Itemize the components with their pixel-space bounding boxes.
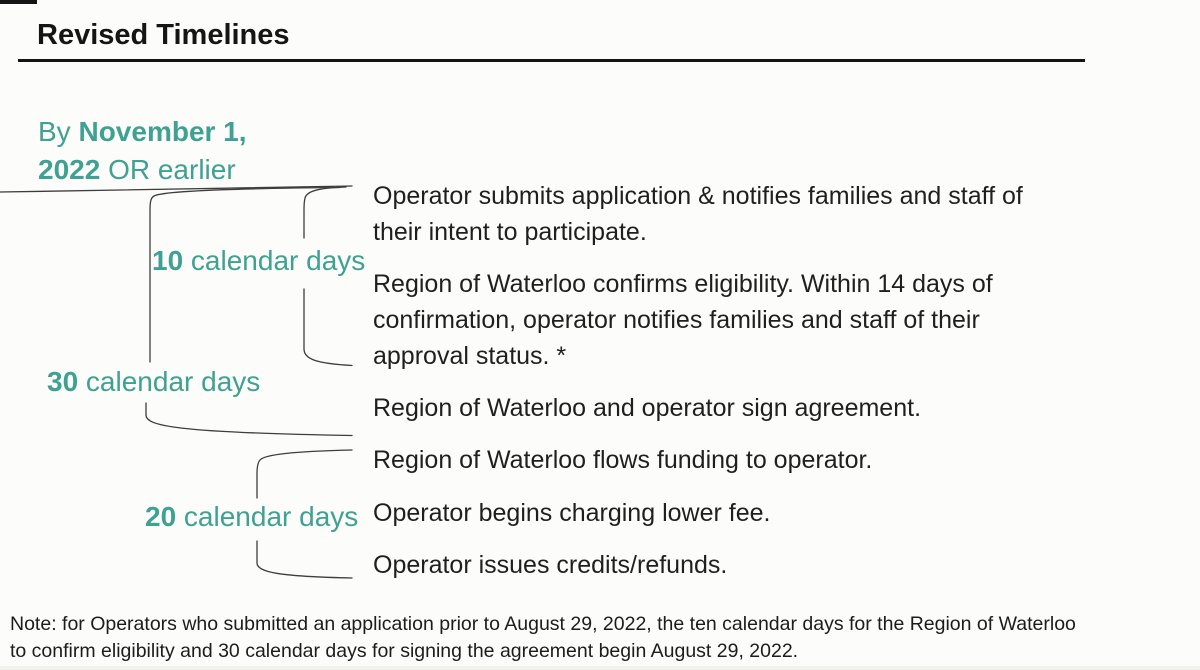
timeline-step-sign-agreement: Region of Waterloo and operator sign agreement. — [373, 394, 922, 422]
timeline-step-lower-fee: Operator begins charging lower fee. — [373, 499, 771, 527]
timeline-step-confirm-eligibility: Region of Waterloo confirms eligibility. Within 14 days of confirmation, operator notifies families and staff of their approval status. * — [373, 270, 993, 370]
footnote: Note: for Operators who submitted an application prior to August 29, 2022, the ten calendar days for the Region of Waterloo to confirm eligibility and 30 calendar days for signing the agreement begin August 29, 2022. — [10, 613, 1076, 662]
deadline-date: November 1, 2022 — [38, 116, 247, 185]
duration-unit: calendar days — [183, 245, 366, 276]
timeline-step-credits-refunds: Operator issues credits/refunds. — [373, 551, 728, 579]
bracket-20-days-top — [257, 450, 352, 498]
duration-label-20-days — [145, 503, 358, 531]
bracket-20-days-bottom — [257, 541, 352, 578]
timeline-step-flow-funding: Region of Waterloo flows funding to operator. — [373, 446, 873, 474]
bottom-edge-strip — [0, 666, 1200, 670]
bracket-10-days-bottom — [304, 289, 352, 366]
duration-value: 10 — [152, 245, 184, 276]
slide-title: Revised Timelines — [37, 19, 290, 51]
duration-unit: calendar days — [78, 366, 261, 397]
duration-value: 20 — [145, 501, 177, 532]
duration-value: 30 — [47, 366, 79, 397]
timeline-step-submit-application: Operator submits application & notifies families and staff of their intent to participate. — [373, 182, 1023, 246]
deadline-prefix: By — [38, 116, 79, 147]
bracket-10-days-top — [304, 187, 346, 238]
duration-unit: calendar days — [176, 501, 359, 532]
deadline-suffix: OR earlier — [100, 154, 236, 185]
deadline-label — [38, 113, 288, 189]
duration-label-30-days — [47, 368, 260, 396]
duration-label-10-days — [152, 247, 365, 275]
bracket-30-days-bottom — [146, 403, 352, 436]
